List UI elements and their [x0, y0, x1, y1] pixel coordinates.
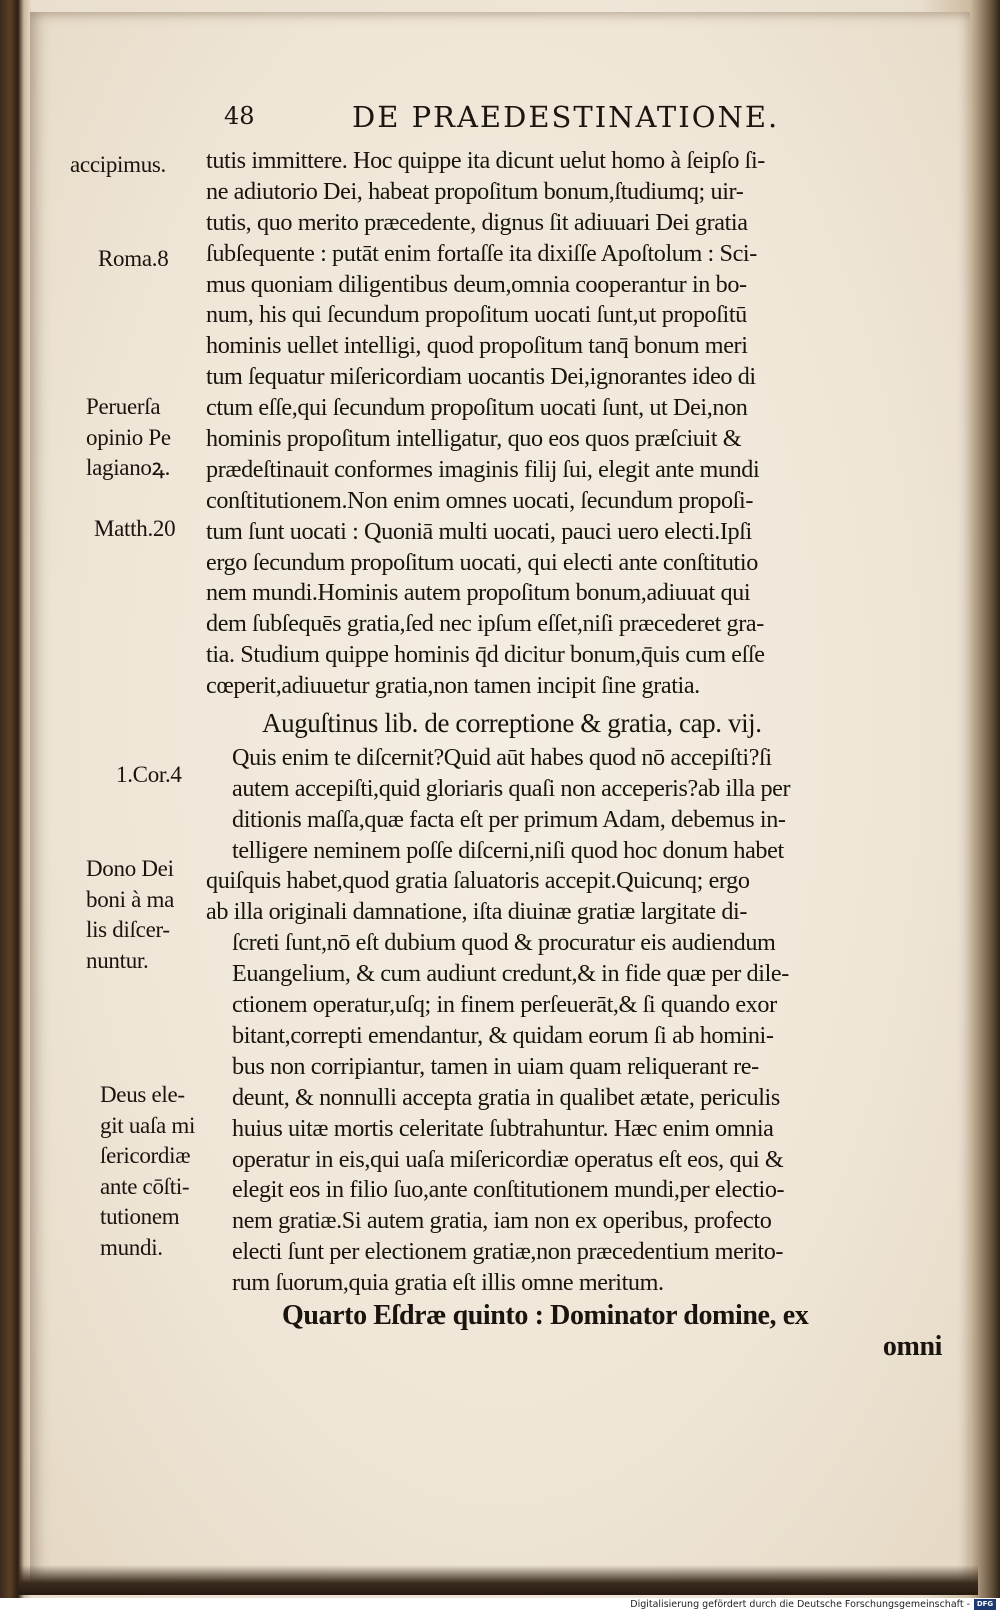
page-edge-shadow [18, 1565, 978, 1595]
text-line: ergo ſecundum propoſitum uocati, qui electi ante conſtitutio [206, 548, 758, 576]
text-line: operatur in eis,qui uaſa miſericordiæ operatus eſt eos, qui & [232, 1145, 784, 1173]
text-line: ne adiutorio Dei, habeat propoſitum bonum,ſtudiumq; uir- [206, 177, 744, 205]
text-line: telligere neminem poſſe diſcerni,niſi quod hoc donum habet [232, 836, 784, 864]
text-line: cœperit,adiuuetur gratia,non tamen incipit ſine gratia. [206, 672, 700, 700]
margin-note-matth: Matth.20 [94, 516, 176, 541]
text-line: num, his qui ſecundum propoſitum uocati ſunt,ut propoſitū [206, 301, 747, 329]
text-line: prædeſtinauit conformes imaginis filij ſui, elegit ante mundi [206, 455, 760, 483]
main-text-block [206, 146, 948, 1363]
text-line: Quis enim te diſcernit?Quid aūt habes quod nō accepiſti?ſi [232, 743, 772, 771]
text-line: huius uitæ mortis celeritate ſubtrahuntur. Hæc enim omnia [232, 1114, 774, 1142]
text-line: rum ſuorum,quia gratia eſt illis omne meritum. [232, 1269, 664, 1297]
text-line: hominis uellet intelligi, quod propoſitum tanq̄ bonum meri [206, 332, 748, 360]
text-line: conſtitutionem.Non enim omnes uocati, ſecundum propoſi- [206, 486, 753, 514]
running-title: DE PRAEDESTINATIONE. [352, 100, 780, 134]
text-line: ſubſequente : putāt enim fortaſſe ita dixiſſe Apoſtolum : Sci- [206, 239, 757, 267]
text-line: autem accepiſti,quid gloriaris quaſi non acceperis?ab illa per [232, 774, 791, 802]
margin-note-deus: Deus ele- git uaſa mi ſericordiæ ante cōſti- tutionem mundi. [100, 1082, 196, 1260]
text-line: electi ſunt per electionem gratiæ,non præcedentium merito- [232, 1238, 784, 1266]
section-heading: Auguſtinus lib. de correptione & gratia, cap. vij. [262, 708, 762, 739]
text-line: Euangelium, & cum audiunt credunt,& in fide quæ per dile- [232, 960, 789, 988]
text-line: bus non corripiantur, tamen in uiam quam reliquerant re- [232, 1052, 759, 1080]
text-line: mus quoniam diligentibus deum,omnia cooperantur in bo- [206, 270, 747, 298]
margin-note-dono: Dono Dei boni à ma lis diſcer- nuntur. [86, 856, 174, 973]
text-line: elegit eos in filio ſuo,ante conſtitutionem mundi,per electio- [232, 1176, 785, 1204]
margin-note-roma: Roma.8 [98, 246, 169, 271]
text-line: tia. Studium quippe hominis q̄d dicitur bonum,q̄uis cum eſſe [206, 641, 765, 669]
digitization-footer [0, 1598, 1000, 1612]
text-line: ab illa originali damnatione, iſta diuinæ gratiæ largitate di- [206, 898, 748, 926]
text-line: tutis immittere. Hoc quippe ita dicunt uelut homo à ſeipſo ſi- [206, 147, 765, 174]
text-line: ditionis maſſa,quæ facta eſt per primum Adam, debemus in- [232, 805, 786, 833]
text-line: bitant,correpti emendantur, & quidam eorum ſi ab homini- [232, 1021, 774, 1049]
margin-note-peruersa: Peruerſa opinio Pe lagianoꝝ. [86, 394, 171, 480]
closing-heading: Quarto Eſdræ quinto : Dominator domine, ex [282, 1299, 809, 1331]
text-line: nem mundi.Hominis autem propoſitum bonum,adiuuat qui [206, 579, 751, 607]
text-line: ſcreti ſunt,nō eſt dubium quod & procuratur eis audiendum [232, 929, 776, 957]
text-line: tum ſunt uocati : Quoniā multi uocati, pauci uero electi.Ipſi [206, 517, 752, 545]
dfg-logo-icon: DFG [974, 1599, 996, 1610]
text-line: dem ſubſequēs gratia,ſed nec ipſum eſſet,niſi præcederet gra- [206, 610, 764, 638]
page-number: 48 [224, 102, 255, 130]
margin-note-accepimus: accipimus. [70, 152, 166, 177]
footer-credit: Digitalisierung gefördert durch die Deutsche Forschungsgemeinschaft - [630, 1599, 970, 1610]
margin-note-cor: 1.Cor.4 [116, 762, 182, 787]
text-line: ctum eſſe,qui ſecundum propoſitum uocati ſunt, ut Dei,non [206, 394, 748, 422]
text-line: hominis propoſitum intelligatur, quo eos quos præſciuit & [206, 425, 742, 453]
running-head [0, 100, 1000, 140]
text-line: quiſquis habet,quod gratia ſaluatoris accepit.Quicunq; ergo [206, 867, 750, 895]
text-line: tum ſequatur miſericordiam uocantis Dei,ignorantes ideo di [206, 363, 756, 391]
text-line: deunt, & nonnulli accepta gratia in qualibet ætate, periculis [232, 1083, 780, 1111]
text-line: nem gratiæ.Si autem gratia, iam non ex operibus, profecto [232, 1207, 772, 1235]
text-line: ctionem operatur,uſq; in finem perſeuerāt,& ſi quando exor [232, 991, 777, 1019]
catchword: omni [882, 1330, 942, 1362]
text-line: tutis, quo merito præcedente, dignus ſit adiuuari Dei gratia [206, 208, 748, 236]
